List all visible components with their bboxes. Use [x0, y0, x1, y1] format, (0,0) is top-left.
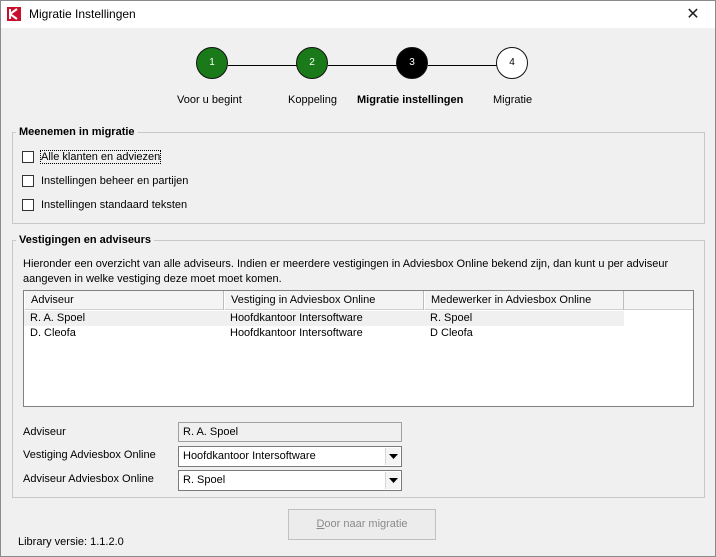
step-connector: [428, 65, 497, 66]
step-1-label: Voor u begint: [177, 94, 242, 106]
adviseur-field: R. A. Spoel: [178, 422, 402, 442]
vestiging-select-value: Hoofdkantoor Intersoftware: [183, 450, 316, 462]
migration-options-title: Meenemen in migratie: [19, 126, 135, 138]
chevron-down-icon: [389, 454, 398, 459]
checkbox-label[interactable]: Instellingen beheer en partijen: [41, 175, 189, 187]
cell-vestiging: Hoofdkantoor Intersoftware: [230, 312, 363, 324]
cell-medewerker: D Cleofa: [430, 327, 473, 339]
advisors-group-title: Vestigingen en adviseurs: [19, 234, 152, 246]
checkbox-label[interactable]: Instellingen standaard teksten: [41, 199, 188, 211]
checkbox-all-clients[interactable]: [22, 151, 160, 163]
close-button[interactable]: [671, 1, 715, 28]
step-2-label: Koppeling: [288, 94, 337, 106]
medewerker-select-value: R. Spoel: [183, 474, 226, 486]
cell-medewerker: R. Spoel: [430, 312, 473, 324]
checkbox-box[interactable]: [22, 199, 34, 211]
close-icon: ✕: [686, 6, 700, 23]
column-header-adviseur[interactable]: Adviseur: [24, 291, 224, 310]
column-header-medewerker[interactable]: Medewerker in Adviesbox Online: [424, 291, 624, 310]
table-row[interactable]: [24, 326, 624, 341]
continue-to-migration-button[interactable]: Door naar migratie: [288, 509, 436, 540]
chevron-down-icon: [389, 478, 398, 483]
cell-adviseur: R. A. Spoel: [30, 312, 86, 324]
cell-vestiging: Hoofdkantoor Intersoftware: [230, 327, 363, 339]
title-bar: [1, 1, 715, 28]
dropdown-button[interactable]: [385, 472, 400, 489]
step-3-circle: 3: [396, 47, 428, 79]
library-version: Library versie: 1.1.2.0: [18, 536, 124, 548]
step-connector: [228, 65, 297, 66]
step-connector: [328, 65, 397, 66]
table-header: [24, 291, 693, 310]
checkbox-label[interactable]: Alle klanten en adviezen: [41, 151, 161, 163]
step-1-circle: 1: [196, 47, 228, 79]
advisors-description: Hieronder een overzicht van alle adviseurs. Indien er meerdere vestigingen in Adviesbox Online bekend zijn, dan kunt u per adviseur aangeven in welke vestiging deze moet moet komen.: [23, 258, 669, 285]
column-header-vestiging[interactable]: Vestiging in Adviesbox Online: [224, 291, 424, 310]
advisors-table: [23, 290, 694, 407]
step-3-label: Migratie instellingen: [357, 94, 464, 106]
vestiging-select[interactable]: [178, 446, 402, 467]
checkbox-standaard-teksten[interactable]: [22, 199, 187, 211]
checkbox-beheer-partijen[interactable]: [22, 175, 188, 187]
window-title: Migratie Instellingen: [29, 7, 136, 21]
vestiging-label: Vestiging Adviesbox Online: [23, 449, 156, 461]
checkbox-box[interactable]: [22, 175, 34, 187]
app-logo-icon: [7, 7, 21, 21]
adviseur-label: Adviseur: [23, 426, 66, 438]
medewerker-select[interactable]: [178, 470, 402, 491]
dropdown-button[interactable]: [385, 448, 400, 465]
cell-adviseur: D. Cleofa: [30, 327, 76, 339]
step-4-label: Migratie: [493, 94, 533, 106]
table-row[interactable]: [24, 311, 624, 326]
medewerker-label: Adviseur Adviesbox Online: [23, 473, 154, 485]
checkbox-box[interactable]: [22, 151, 34, 163]
step-4-circle: 4: [496, 47, 528, 79]
step-2-circle: 2: [296, 47, 328, 79]
